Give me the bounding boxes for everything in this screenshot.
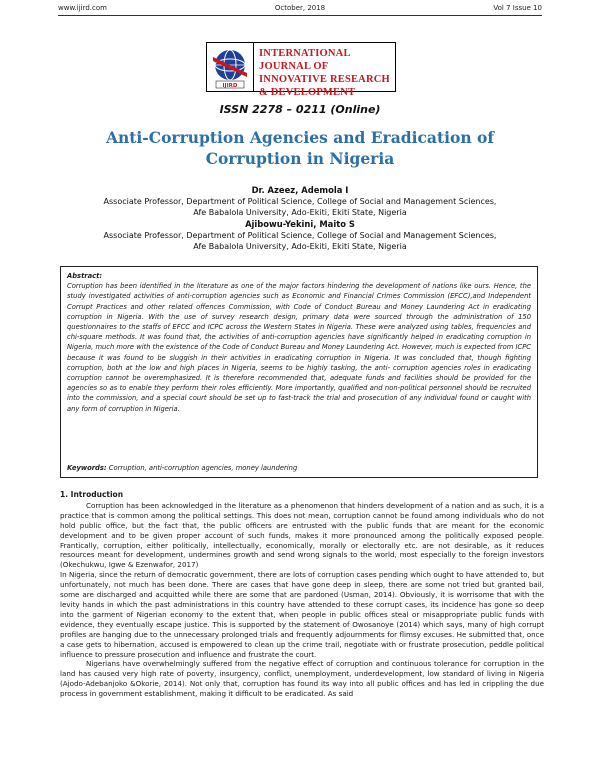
keywords-label: Keywords: <box>67 463 107 472</box>
body-paragraph: Nigerians have overwhelmingly suffered from the negative effect of corruption and continuous tolerance for corruption in the land has caused very high rate of poverty, insurgency, conflict, unemployment, underdevelopment, low standard of living in Nigeria (Ajodo-Adebanjoko &Okorie, 2014). Not only that, corruption has found its way into all public offices and has led in crippling the due process in government establishment, making it difficult to be eradicated. As said <box>60 659 544 699</box>
globe-emblem-icon <box>207 43 254 91</box>
journal-logo <box>206 42 396 98</box>
journal-website: www.ijird.com <box>58 4 107 12</box>
emblem-label: IJIRD <box>222 83 238 89</box>
author-name: Dr. Azeez, Ademola I <box>251 185 349 195</box>
author-affiliation: Afe Babalola University, Ado-Ekiti, Ekiti State, Nigeria <box>193 242 407 252</box>
introduction-section <box>60 490 544 699</box>
header-rule <box>58 15 542 16</box>
title-line-2: Corruption in Nigeria <box>205 149 395 168</box>
logo-wordmark <box>254 43 395 98</box>
abstract-box <box>60 266 538 478</box>
author-affiliation: Associate Professor, Department of Political Science, College of Social and Management Sciences, <box>103 197 497 207</box>
abstract-text: Corruption has been identified in the literature as one of the major factors hindering the development of nations like ours. Hence, the study investigated activities of anti-corruption agencies such as Economic and Financial Crimes Commission (EFCC),and Independent Corrupt Practices and other related offences Commission, with Code of Conduct Bureau and Money Laundering Act in eradicating corruption in Nigeria. With the use of survey research design, primary data were sourced through the administration of 150 questionnaires to the staffs of EFCC and ICPC across the Western States in Nigeria. These were analyzed using tables, frequencies and chi-square methods. It was found that, the activities of anti-corruption agencies have significantly helped in eradicating corruption in Nigeria, much more with the existence of the Code of Conduct Bureau and Money Laundering Act. However, much is expected from ICPC because it was found to be sluggish in their activities in eradicating corruption in Nigeria. It was concluded that, though fighting corruption, both at the low and high places in Nigeria, seems to be highly tasking, the anti- corruption agencies roles in eradicating corruption cannot be overemphasized. It is therefore recommended that, adequate funds and facilities should be provided for the agencies so as to enable they perform their roles efficiently. More importantly, qualified and non-political personnel should be recruited into the commission, and a special court should be set up to fast-track the trial and prosecution of any individual found or caught with any form of corruption in Nigeria. <box>67 282 531 413</box>
author-name: Ajibowu-Yekini, Maito S <box>245 218 355 229</box>
paper-title <box>70 127 530 169</box>
keywords-text: Corruption, anti-corruption agencies, money laundering <box>108 463 298 472</box>
logo-line-2: INNOVATIVE RESEARCH & DEVELOPMENT <box>259 74 390 98</box>
body-paragraph: In Nigeria, since the return of democratic government, there are lots of corruption cases pending which ought to have attended to, but unfortunately, not much has been done. There are cases that have gone deep in sleep, there are some not tried but granted bail, some are discharged and acquitted while there are some that are pardoned (Usman, 2014). Obviously, it is worrisome that with the levity hands in which the past administrations in this country have attended to these corrupt cases, its incidence has gone so deep into the garment of Nigerian economy to the extent that, when people in public offices steal or misappropriate public funds with evidence, they eventually escape justice. This is supported by the statement of Owosanoye (2014) which says, many of high corrupt profiles are hanging due to the unnecessary prolonged trials and frequently adjournments for flimsy excuses. He submitted that, once a case gets to hibernation, accused is empowered to clean up the crime trail, negotiate with or frustrate prosecution, peddle political influence to pressure prosecution and influence and frustrate the court. <box>60 570 544 659</box>
issn-number: ISSN 2278 – 0211 (Online) <box>219 103 381 116</box>
body-paragraph: Corruption has been acknowledged in the literature as a phenomenon that hinders development of a nation and as such, it is a practice that is common among the political settings. This does not mean, corruption cannot be found among individuals who do not hold public office, but the fact that, the public officers are entrusted with the public funds that are meant for the economic development and to be given proper account of such funds, makes it more pronounced among the politically exposed people. Frantically, corruption, either politically, intellectually, economically, morally or electorally etc. are not desirable, as it reduces resources meant for development, undermines growth and send wrong signals to the world, most especially to the foreign investors (Okechukwu, Igwe & Ezenwafor, 2017) <box>60 500 544 570</box>
abstract-label: Abstract: <box>67 272 103 280</box>
author-block <box>60 185 540 252</box>
section-heading: 1. Introduction <box>60 490 124 499</box>
volume-issue: Vol 7 Issue 10 <box>493 4 542 12</box>
title-line-1: Anti-Corruption Agencies and Eradication of <box>105 128 495 147</box>
author-affiliation: Afe Babalola University, Ado-Ekiti, Ekiti State, Nigeria <box>193 208 407 218</box>
issue-date: October, 2018 <box>274 4 326 12</box>
keywords-line <box>67 463 297 473</box>
logo-line-1: INTERNATIONAL JOURNAL OF <box>259 48 351 72</box>
author-affiliation: Associate Professor, Department of Political Science, College of Social and Management Sciences, <box>103 230 497 240</box>
